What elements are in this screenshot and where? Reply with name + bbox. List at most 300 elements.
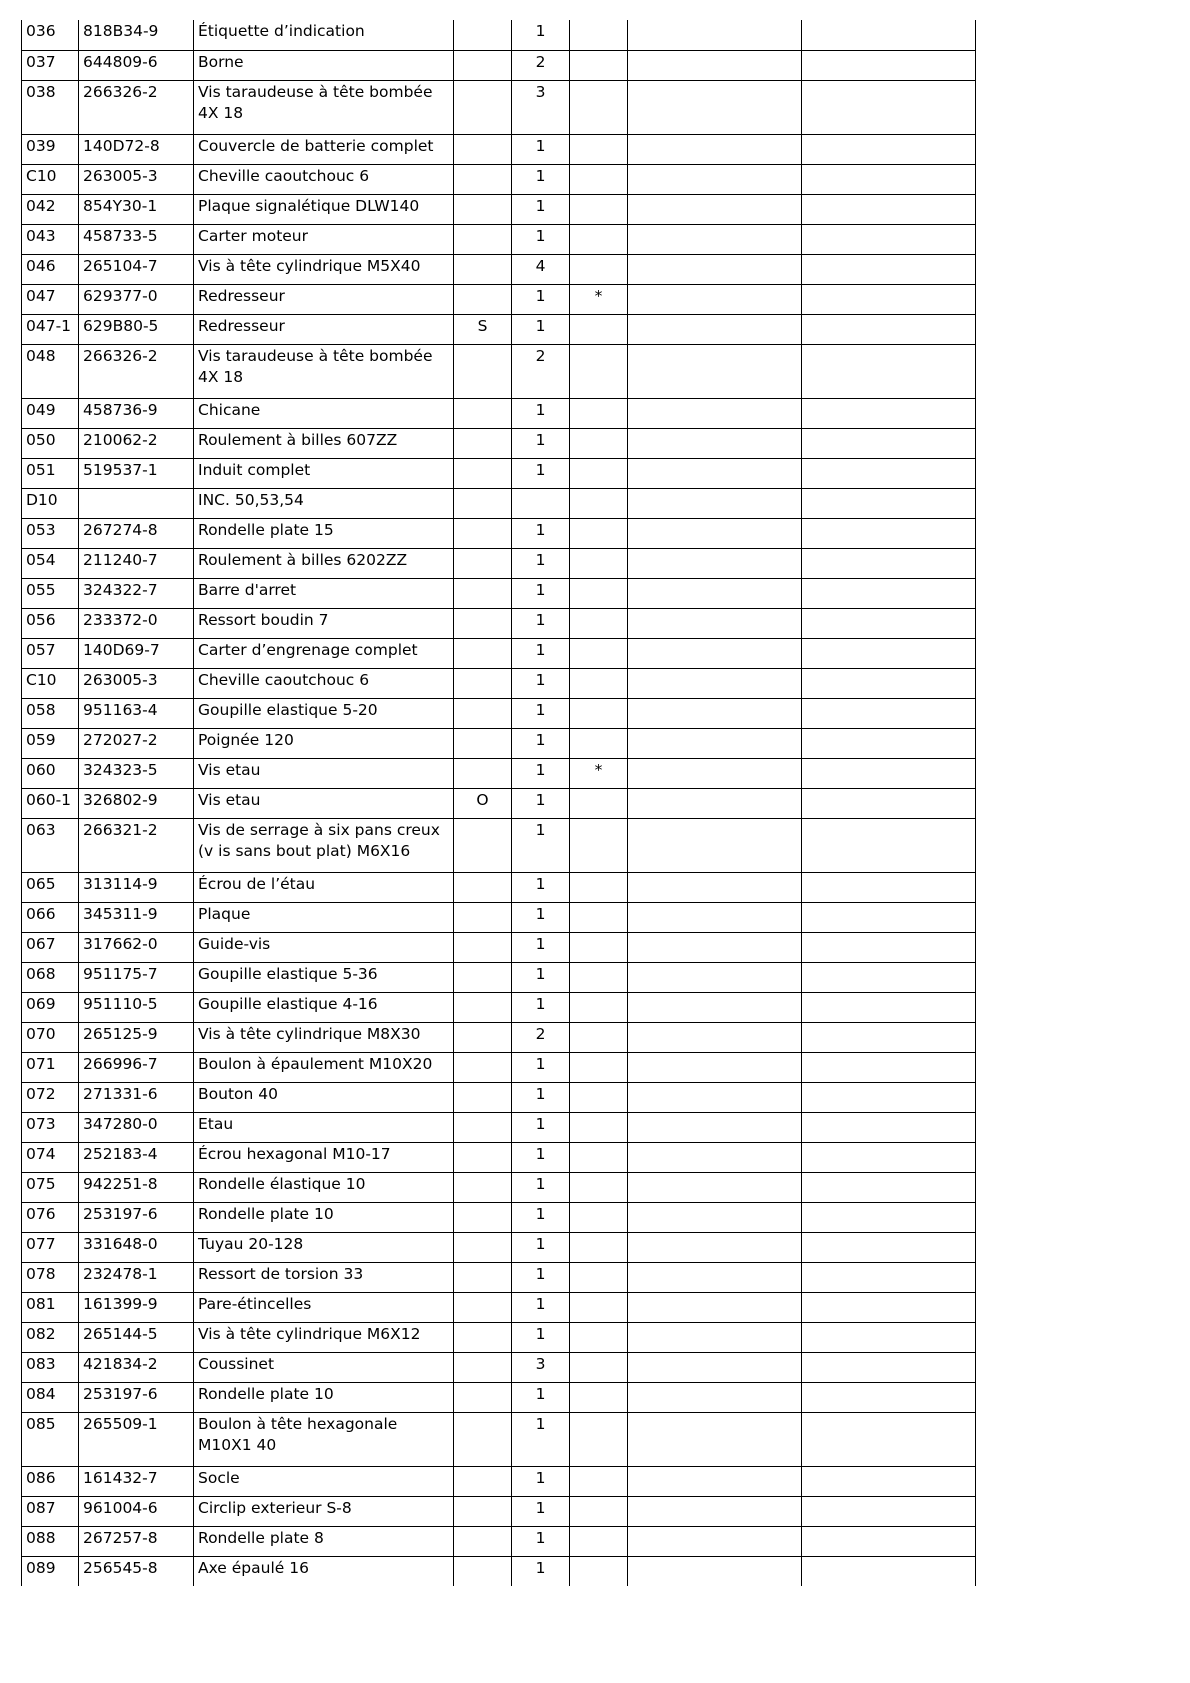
quantity-cell xyxy=(512,818,570,872)
item-number-text: 088 xyxy=(26,1528,56,1547)
mark-text xyxy=(574,165,623,166)
item-number-cell xyxy=(22,1526,79,1556)
mark-text xyxy=(574,195,623,196)
part-number-text: 317662-0 xyxy=(83,934,158,953)
note-text xyxy=(458,1557,507,1558)
item-number-text: 055 xyxy=(26,580,56,599)
quantity-cell xyxy=(512,902,570,932)
mark-cell xyxy=(570,992,628,1022)
quantity-text: 1 xyxy=(535,700,546,719)
item-number-text: 082 xyxy=(26,1324,56,1343)
mark-text xyxy=(574,81,623,82)
mark-cell xyxy=(570,314,628,344)
mark-text xyxy=(574,345,623,346)
note-cell xyxy=(454,458,512,488)
empty-cell xyxy=(802,548,976,578)
note-text xyxy=(458,669,507,670)
part-number-cell xyxy=(79,194,194,224)
item-number-cell xyxy=(22,344,79,398)
quantity-cell xyxy=(512,638,570,668)
quantity-text: 1 xyxy=(535,520,546,539)
description-text: Redresseur xyxy=(198,286,285,305)
description-cell xyxy=(194,428,454,458)
quantity-text: 1 xyxy=(535,640,546,659)
part-number-text: 253197-6 xyxy=(83,1384,158,1403)
empty-cell xyxy=(628,1052,802,1082)
mark-text xyxy=(574,1323,623,1324)
part-number-cell xyxy=(79,1112,194,1142)
table-row xyxy=(22,134,976,164)
description-text: Tuyau 20-128 xyxy=(198,1234,304,1253)
note-text xyxy=(458,579,507,580)
quantity-text: 1 xyxy=(535,1468,546,1487)
item-number-cell xyxy=(22,488,79,518)
description-cell xyxy=(194,758,454,788)
part-number-cell xyxy=(79,872,194,902)
mark-text xyxy=(574,1203,623,1204)
item-number-text: 086 xyxy=(26,1468,56,1487)
note-cell xyxy=(454,1412,512,1466)
note-text xyxy=(458,1353,507,1354)
quantity-cell xyxy=(512,608,570,638)
empty-cell xyxy=(802,1466,976,1496)
part-number-cell xyxy=(79,668,194,698)
note-cell xyxy=(454,224,512,254)
quantity-cell xyxy=(512,548,570,578)
empty-cell xyxy=(628,80,802,134)
mark-cell xyxy=(570,1172,628,1202)
empty-cell xyxy=(802,194,976,224)
part-number-text: 263005-3 xyxy=(83,670,158,689)
description-text: Induit complet xyxy=(198,460,311,479)
item-number-cell xyxy=(22,1292,79,1322)
quantity-text: 1 xyxy=(535,760,546,779)
description-cell xyxy=(194,698,454,728)
table-row xyxy=(22,1232,976,1262)
empty-cell xyxy=(628,1262,802,1292)
table-row xyxy=(22,668,976,698)
description-text: Borne xyxy=(198,52,244,71)
item-number-cell xyxy=(22,428,79,458)
description-text: Carter d’engrenage complet xyxy=(198,640,418,659)
part-number-text: 951110-5 xyxy=(83,994,158,1013)
part-number-text: 961004-6 xyxy=(83,1498,158,1517)
table-row xyxy=(22,80,976,134)
description-text: Poignée 120 xyxy=(198,730,294,749)
note-cell xyxy=(454,1172,512,1202)
mark-text xyxy=(574,1173,623,1174)
empty-cell xyxy=(802,344,976,398)
note-cell xyxy=(454,698,512,728)
mark-cell xyxy=(570,1556,628,1586)
quantity-cell xyxy=(512,194,570,224)
quantity-text: 1 xyxy=(535,904,546,923)
part-number-cell xyxy=(79,1352,194,1382)
item-number-text: C10 xyxy=(26,670,57,689)
quantity-cell xyxy=(512,1556,570,1586)
mark-cell xyxy=(570,50,628,80)
note-cell xyxy=(454,1202,512,1232)
item-number-cell xyxy=(22,698,79,728)
item-number-text: 059 xyxy=(26,730,56,749)
item-number-cell xyxy=(22,458,79,488)
note-text xyxy=(458,699,507,700)
table-row xyxy=(22,1412,976,1466)
mark-text xyxy=(574,1467,623,1468)
description-cell xyxy=(194,1466,454,1496)
description-cell xyxy=(194,50,454,80)
mark-text xyxy=(574,225,623,226)
empty-cell xyxy=(802,1526,976,1556)
description-text: Guide-vis xyxy=(198,934,271,953)
item-number-cell xyxy=(22,518,79,548)
quantity-text: 1 xyxy=(535,580,546,599)
empty-cell xyxy=(802,1496,976,1526)
note-cell xyxy=(454,638,512,668)
quantity-cell xyxy=(512,314,570,344)
quantity-text: 1 xyxy=(535,730,546,749)
part-number-text: 211240-7 xyxy=(83,550,158,569)
description-text: Barre d'arret xyxy=(198,580,297,599)
part-number-text: 324323-5 xyxy=(83,760,158,779)
empty-cell xyxy=(802,668,976,698)
quantity-text: 1 xyxy=(535,610,546,629)
empty-cell xyxy=(628,20,802,50)
item-number-cell xyxy=(22,164,79,194)
description-text: Rondelle plate 10 xyxy=(198,1384,334,1403)
mark-cell xyxy=(570,932,628,962)
item-number-cell xyxy=(22,1022,79,1052)
empty-cell xyxy=(628,224,802,254)
empty-cell xyxy=(628,1382,802,1412)
item-number-text: 083 xyxy=(26,1354,56,1373)
part-number-text: 267257-8 xyxy=(83,1528,158,1547)
empty-cell xyxy=(802,284,976,314)
quantity-text: 1 xyxy=(535,1234,546,1253)
description-cell xyxy=(194,962,454,992)
description-text: Bouton 40 xyxy=(198,1084,278,1103)
part-number-text: 140D72-8 xyxy=(83,136,160,155)
mark-text xyxy=(574,639,623,640)
description-text: Goupille elastique 5-36 xyxy=(198,964,378,983)
part-number-cell xyxy=(79,1142,194,1172)
part-number-text: 326802-9 xyxy=(83,790,158,809)
empty-cell xyxy=(802,1412,976,1466)
part-number-text: 252183-4 xyxy=(83,1144,158,1163)
item-number-cell xyxy=(22,758,79,788)
description-cell xyxy=(194,872,454,902)
description-text: Etau xyxy=(198,1114,234,1133)
note-cell xyxy=(454,668,512,698)
note-cell xyxy=(454,1496,512,1526)
part-number-cell xyxy=(79,1556,194,1586)
description-cell xyxy=(194,1292,454,1322)
mark-text xyxy=(574,1053,623,1054)
item-number-text: 073 xyxy=(26,1114,56,1133)
item-number-cell xyxy=(22,788,79,818)
mark-cell xyxy=(570,1412,628,1466)
mark-text xyxy=(574,669,623,670)
part-number-cell xyxy=(79,698,194,728)
empty-cell xyxy=(802,1082,976,1112)
mark-cell xyxy=(570,728,628,758)
note-text xyxy=(458,1113,507,1114)
part-number-text: 161432-7 xyxy=(83,1468,158,1487)
note-text xyxy=(458,255,507,256)
note-cell xyxy=(454,608,512,638)
mark-text xyxy=(574,1263,623,1264)
quantity-text: 1 xyxy=(535,460,546,479)
description-cell xyxy=(194,1382,454,1412)
item-number-text: 089 xyxy=(26,1558,56,1577)
empty-cell xyxy=(802,758,976,788)
mark-text xyxy=(574,1143,623,1144)
note-cell xyxy=(454,1382,512,1412)
part-number-text: 347280-0 xyxy=(83,1114,158,1133)
quantity-cell xyxy=(512,518,570,548)
mark-text xyxy=(574,1233,623,1234)
note-text xyxy=(458,285,507,286)
quantity-cell xyxy=(512,668,570,698)
description-text: Chicane xyxy=(198,400,261,419)
part-number-text: 232478-1 xyxy=(83,1264,158,1283)
part-number-cell xyxy=(79,20,194,50)
description-text: Rondelle plate 8 xyxy=(198,1528,324,1547)
description-text: Carter moteur xyxy=(198,226,308,245)
table-row xyxy=(22,1526,976,1556)
item-number-cell xyxy=(22,1112,79,1142)
note-cell xyxy=(454,284,512,314)
part-number-text: 313114-9 xyxy=(83,874,158,893)
table-row xyxy=(22,50,976,80)
item-number-text: 067 xyxy=(26,934,56,953)
mark-cell xyxy=(570,1142,628,1172)
part-number-text: 266326-2 xyxy=(83,82,158,101)
quantity-text: 1 xyxy=(535,400,546,419)
note-text xyxy=(458,1083,507,1084)
part-number-cell xyxy=(79,728,194,758)
description-cell xyxy=(194,1322,454,1352)
description-text: Ressort boudin 7 xyxy=(198,610,329,629)
part-number-cell xyxy=(79,638,194,668)
quantity-text: 1 xyxy=(535,136,546,155)
quantity-text: 1 xyxy=(535,316,546,335)
item-number-text: 074 xyxy=(26,1144,56,1163)
mark-text xyxy=(574,489,623,490)
mark-cell xyxy=(570,134,628,164)
part-number-cell xyxy=(79,578,194,608)
mark-cell xyxy=(570,1322,628,1352)
description-text: Plaque signalétique DLW140 xyxy=(198,196,420,215)
item-number-text: 075 xyxy=(26,1174,56,1193)
item-number-text: 087 xyxy=(26,1498,56,1517)
empty-cell xyxy=(628,1202,802,1232)
quantity-text: 1 xyxy=(535,874,546,893)
mark-text xyxy=(574,1023,623,1024)
description-text: Goupille elastique 5-20 xyxy=(198,700,378,719)
mark-text xyxy=(574,873,623,874)
item-number-text: 060 xyxy=(26,760,56,779)
mark-cell xyxy=(570,1496,628,1526)
mark-text: * xyxy=(594,760,603,779)
table-row xyxy=(22,992,976,1022)
empty-cell xyxy=(802,788,976,818)
part-number-cell xyxy=(79,1022,194,1052)
note-text xyxy=(458,609,507,610)
quantity-cell xyxy=(512,728,570,758)
description-cell xyxy=(194,608,454,638)
item-number-text: 049 xyxy=(26,400,56,419)
part-number-text: 272027-2 xyxy=(83,730,158,749)
empty-cell xyxy=(802,1322,976,1352)
description-text: Vis à tête cylindrique M8X30 xyxy=(198,1024,421,1043)
mark-cell xyxy=(570,1466,628,1496)
description-text: Axe épaulé 16 xyxy=(198,1558,309,1577)
empty-cell xyxy=(628,962,802,992)
description-text: Goupille elastique 4-16 xyxy=(198,994,378,1013)
empty-cell xyxy=(802,458,976,488)
empty-cell xyxy=(628,1322,802,1352)
part-number-cell xyxy=(79,992,194,1022)
empty-cell xyxy=(802,134,976,164)
part-number-cell xyxy=(79,902,194,932)
empty-cell xyxy=(802,164,976,194)
table-row xyxy=(22,224,976,254)
empty-cell xyxy=(628,1082,802,1112)
note-text xyxy=(458,1233,507,1234)
empty-cell xyxy=(628,932,802,962)
description-cell xyxy=(194,668,454,698)
note-text xyxy=(458,1173,507,1174)
note-cell xyxy=(454,518,512,548)
empty-cell xyxy=(802,962,976,992)
item-number-text: 046 xyxy=(26,256,56,275)
mark-text xyxy=(574,1497,623,1498)
note-text xyxy=(458,135,507,136)
description-cell xyxy=(194,728,454,758)
description-cell xyxy=(194,1172,454,1202)
part-number-text: 942251-8 xyxy=(83,1174,158,1193)
item-number-text: 056 xyxy=(26,610,56,629)
part-number-text: 331648-0 xyxy=(83,1234,158,1253)
description-text: Ressort de torsion 33 xyxy=(198,1264,364,1283)
note-text: S xyxy=(477,316,488,335)
note-cell xyxy=(454,872,512,902)
quantity-text: 1 xyxy=(535,934,546,953)
mark-text xyxy=(574,933,623,934)
part-number-text: 267274-8 xyxy=(83,520,158,539)
item-number-cell xyxy=(22,20,79,50)
quantity-cell xyxy=(512,428,570,458)
description-cell xyxy=(194,398,454,428)
mark-text xyxy=(574,1557,623,1558)
description-text: Vis à tête cylindrique M5X40 xyxy=(198,256,421,275)
description-text: INC. 50,53,54 xyxy=(198,490,304,509)
table-row xyxy=(22,902,976,932)
empty-cell xyxy=(628,1412,802,1466)
note-cell xyxy=(454,344,512,398)
empty-cell xyxy=(628,1022,802,1052)
empty-cell xyxy=(802,1112,976,1142)
empty-cell xyxy=(802,818,976,872)
empty-cell xyxy=(628,344,802,398)
description-text: Rondelle plate 10 xyxy=(198,1204,334,1223)
note-text xyxy=(458,819,507,820)
item-number-text: 054 xyxy=(26,550,56,569)
part-number-cell xyxy=(79,788,194,818)
note-cell xyxy=(454,1142,512,1172)
mark-cell xyxy=(570,1292,628,1322)
quantity-text: 1 xyxy=(535,1294,546,1313)
note-text xyxy=(458,519,507,520)
part-number-text: 644809-6 xyxy=(83,52,158,71)
item-number-cell xyxy=(22,818,79,872)
item-number-text: 060-1 xyxy=(26,790,72,809)
item-number-text: 057 xyxy=(26,640,56,659)
part-number-text: 266996-7 xyxy=(83,1054,158,1073)
note-cell xyxy=(454,1112,512,1142)
item-number-text: 037 xyxy=(26,52,56,71)
description-cell xyxy=(194,488,454,518)
quantity-cell xyxy=(512,992,570,1022)
part-number-cell xyxy=(79,1202,194,1232)
table-row xyxy=(22,1262,976,1292)
table-row xyxy=(22,1466,976,1496)
quantity-cell xyxy=(512,1052,570,1082)
item-number-cell xyxy=(22,548,79,578)
note-text xyxy=(458,165,507,166)
mark-cell xyxy=(570,398,628,428)
quantity-cell xyxy=(512,932,570,962)
note-cell xyxy=(454,1556,512,1586)
quantity-cell xyxy=(512,398,570,428)
mark-text xyxy=(574,1413,623,1414)
part-number-cell xyxy=(79,344,194,398)
empty-cell xyxy=(628,668,802,698)
description-text: Coussinet xyxy=(198,1354,275,1373)
description-text: Rondelle plate 15 xyxy=(198,520,334,539)
description-cell xyxy=(194,224,454,254)
quantity-cell xyxy=(512,1292,570,1322)
note-cell xyxy=(454,758,512,788)
empty-cell xyxy=(802,1262,976,1292)
note-cell xyxy=(454,1322,512,1352)
empty-cell xyxy=(802,728,976,758)
mark-cell xyxy=(570,902,628,932)
mark-text xyxy=(574,789,623,790)
empty-cell xyxy=(802,578,976,608)
table-row xyxy=(22,758,976,788)
quantity-text: 1 xyxy=(535,670,546,689)
quantity-cell xyxy=(512,284,570,314)
mark-cell xyxy=(570,962,628,992)
empty-cell xyxy=(628,1466,802,1496)
note-cell xyxy=(454,134,512,164)
note-text xyxy=(458,1527,507,1528)
quantity-cell xyxy=(512,1526,570,1556)
quantity-text: 1 xyxy=(535,430,546,449)
item-number-cell xyxy=(22,1556,79,1586)
empty-cell xyxy=(802,518,976,548)
item-number-cell xyxy=(22,1052,79,1082)
note-cell xyxy=(454,194,512,224)
note-text xyxy=(458,1413,507,1414)
item-number-cell xyxy=(22,728,79,758)
quantity-cell xyxy=(512,1172,570,1202)
mark-text xyxy=(574,819,623,820)
parts-list-body xyxy=(22,20,976,1586)
item-number-text: 066 xyxy=(26,904,56,923)
